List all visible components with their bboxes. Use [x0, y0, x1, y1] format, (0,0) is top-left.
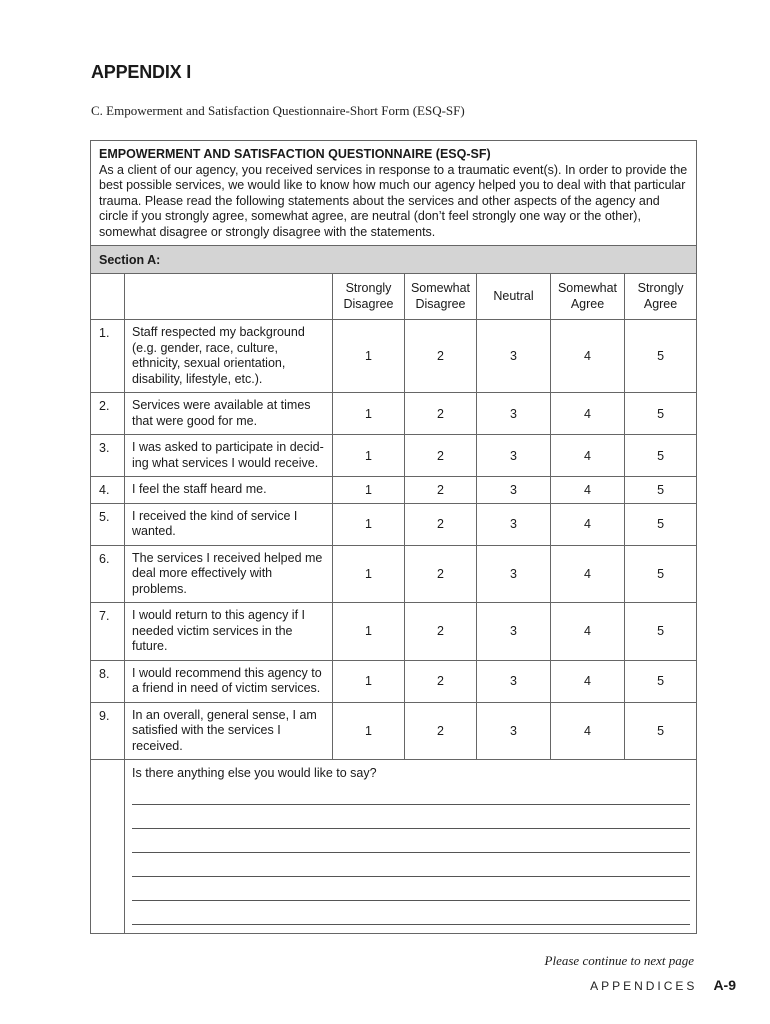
rating-option[interactable]: 2 — [405, 545, 477, 603]
item-statement: I received the kind of service I wanted. — [125, 503, 333, 545]
rating-option[interactable]: 2 — [405, 320, 477, 393]
item-number: 9. — [91, 702, 125, 760]
item-number: 3. — [91, 435, 125, 477]
rating-option[interactable]: 2 — [405, 477, 477, 504]
rating-option[interactable]: 1 — [333, 603, 405, 661]
comment-cell — [125, 760, 697, 934]
item-number: 2. — [91, 393, 125, 435]
item-number: 1. — [91, 320, 125, 393]
header-somewhat-disagree-line2: Disagree — [415, 296, 466, 311]
table-row — [91, 503, 697, 545]
comment-line[interactable] — [132, 853, 690, 877]
questionnaire-table — [90, 140, 697, 934]
rating-option[interactable]: 1 — [333, 503, 405, 545]
rating-option[interactable]: 4 — [551, 477, 625, 504]
comment-blank-num — [91, 760, 125, 934]
table-row — [91, 660, 697, 702]
header-somewhat-agree-line2: Agree — [570, 296, 605, 311]
rating-option[interactable]: 5 — [625, 393, 697, 435]
item-number: 7. — [91, 603, 125, 661]
page-number: A-9 — [713, 977, 736, 993]
header-somewhat-disagree — [405, 274, 477, 320]
rating-option[interactable]: 2 — [405, 603, 477, 661]
comment-line[interactable] — [132, 781, 690, 805]
scale-header-row — [91, 274, 697, 320]
item-statement: Services were available at times that were good for me. — [125, 393, 333, 435]
header-strongly-disagree-line1: Strongly — [345, 281, 392, 295]
header-blank-num — [91, 274, 125, 320]
footer-section: APPENDICES — [590, 979, 698, 993]
rating-option[interactable]: 5 — [625, 320, 697, 393]
rating-option[interactable]: 3 — [477, 393, 551, 435]
table-row — [91, 603, 697, 661]
rating-option[interactable]: 3 — [477, 320, 551, 393]
page-footer — [590, 977, 736, 993]
rating-option[interactable]: 3 — [477, 702, 551, 760]
rating-option[interactable]: 4 — [551, 702, 625, 760]
rating-option[interactable]: 1 — [333, 702, 405, 760]
rating-option[interactable]: 1 — [333, 545, 405, 603]
header-neutral — [477, 274, 551, 320]
rating-option[interactable]: 5 — [625, 477, 697, 504]
questionnaire-heading: EMPOWERMENT AND SATISFACTION QUESTIONNAIRE (ESQ-SF) — [99, 147, 491, 161]
table-row — [91, 477, 697, 504]
header-somewhat-disagree-line1: Somewhat — [410, 281, 471, 295]
item-number: 6. — [91, 545, 125, 603]
rating-option[interactable]: 5 — [625, 660, 697, 702]
rating-option[interactable]: 1 — [333, 660, 405, 702]
rating-option[interactable]: 4 — [551, 393, 625, 435]
section-row — [91, 246, 697, 274]
rating-option[interactable]: 1 — [333, 477, 405, 504]
rating-option[interactable]: 3 — [477, 435, 551, 477]
rating-option[interactable]: 5 — [625, 603, 697, 661]
rating-option[interactable]: 1 — [333, 435, 405, 477]
rating-option[interactable]: 5 — [625, 545, 697, 603]
header-somewhat-agree-line1: Somewhat — [557, 281, 618, 295]
item-number: 8. — [91, 660, 125, 702]
rating-option[interactable]: 4 — [551, 503, 625, 545]
rating-option[interactable]: 2 — [405, 660, 477, 702]
rating-option[interactable]: 4 — [551, 435, 625, 477]
comment-line[interactable] — [132, 829, 690, 853]
item-statement: I feel the staff heard me. — [125, 477, 333, 504]
rating-option[interactable]: 4 — [551, 660, 625, 702]
comment-line[interactable] — [132, 901, 690, 925]
rating-option[interactable]: 5 — [625, 702, 697, 760]
rating-option[interactable]: 1 — [333, 393, 405, 435]
rating-option[interactable]: 3 — [477, 603, 551, 661]
table-row — [91, 435, 697, 477]
rating-option[interactable]: 4 — [551, 603, 625, 661]
header-strongly-agree-line1: Strongly — [637, 281, 684, 295]
comment-line[interactable] — [132, 877, 690, 901]
header-strongly-agree-line2: Agree — [643, 296, 678, 311]
comment-line[interactable] — [132, 805, 690, 829]
rating-option[interactable]: 4 — [551, 545, 625, 603]
comment-row — [91, 760, 697, 934]
appendix-title: APPENDIX I — [91, 62, 192, 82]
rating-option[interactable]: 5 — [625, 435, 697, 477]
rating-option[interactable]: 1 — [333, 320, 405, 393]
form-subtitle: C. Empowerment and Satisfaction Questionnaire-Short Form (ESQ-SF) — [91, 103, 465, 118]
rating-option[interactable]: 2 — [405, 393, 477, 435]
intro-row — [91, 141, 697, 246]
rating-option[interactable]: 3 — [477, 503, 551, 545]
table-row — [91, 702, 697, 760]
header-somewhat-agree — [551, 274, 625, 320]
rating-option[interactable]: 4 — [551, 320, 625, 393]
rating-option[interactable]: 2 — [405, 503, 477, 545]
header-blank-stmt — [125, 274, 333, 320]
header-strongly-disagree — [333, 274, 405, 320]
rating-option[interactable]: 2 — [405, 702, 477, 760]
section-label: Section A: — [91, 246, 697, 274]
table-row — [91, 320, 697, 393]
header-strongly-disagree-line2: Disagree — [343, 296, 394, 311]
header-strongly-agree — [625, 274, 697, 320]
rating-option[interactable]: 3 — [477, 545, 551, 603]
questionnaire-instructions: As a client of our agency, you received services in response to a traumatic event(s). In order to provide the best possible services, we would like to know how much our agency helped you to deal with that particular trauma. Please read the following statements about the services and other aspects of the agency and circle if you strongly agree, somewhat agree, are neutral (don’t feel strongly one way or the other), somewhat disagree or strongly disagree with the statements. — [99, 162, 688, 239]
rating-option[interactable]: 3 — [477, 660, 551, 702]
intro-cell — [91, 141, 697, 246]
item-number: 4. — [91, 477, 125, 504]
comment-prompt: Is there anything else you would like to say? — [132, 766, 377, 780]
item-statement: I would return to this agency if I needed victim services in the future. — [125, 603, 333, 661]
header-neutral-label: Neutral — [493, 288, 534, 303]
continue-note: Please continue to next page — [544, 953, 694, 968]
item-statement: In an overall, general sense, I am satisfied with the services I received. — [125, 702, 333, 760]
table-row — [91, 393, 697, 435]
rating-option[interactable]: 3 — [477, 477, 551, 504]
item-statement: I was asked to participate in decid-ing what services I would receive. — [125, 435, 333, 477]
item-statement: Staff respected my background (e.g. gender, race, culture, ethnicity, sexual orientation, disability, lifestyle, etc.). — [125, 320, 333, 393]
rating-option[interactable]: 2 — [405, 435, 477, 477]
item-statement: The services I received helped me deal more effectively with problems. — [125, 545, 333, 603]
item-statement: I would recommend this agency to a friend in need of victim services. — [125, 660, 333, 702]
table-row — [91, 545, 697, 603]
item-number: 5. — [91, 503, 125, 545]
rating-option[interactable]: 5 — [625, 503, 697, 545]
